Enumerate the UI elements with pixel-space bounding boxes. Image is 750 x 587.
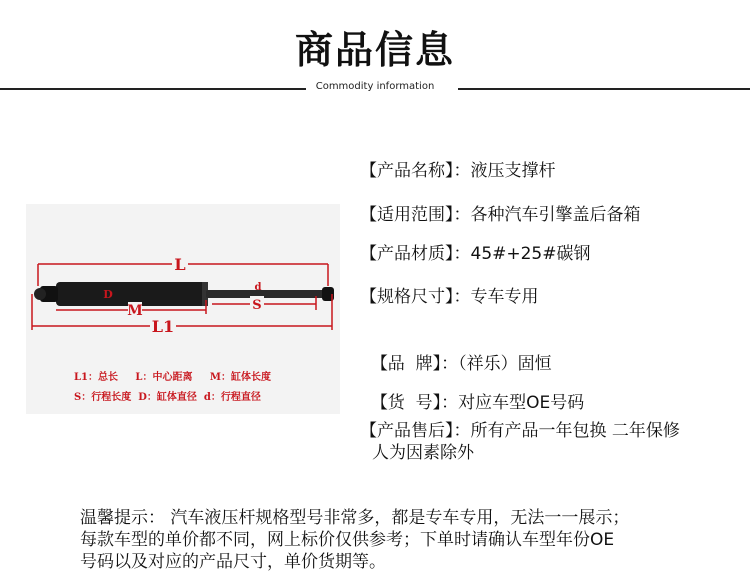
legend-row-2 — [74, 388, 261, 403]
dim-label-L1: L1 — [151, 317, 175, 336]
legend-item: L：中心距离 — [135, 372, 193, 383]
page-title: 商品信息 — [294, 28, 455, 72]
notice-line: 号码以及对应的产品尺寸，单价货期等。 — [80, 552, 386, 572]
spec-product-name — [360, 160, 556, 182]
spec-value: ：各种汽车引擎盖后备箱 — [453, 205, 641, 225]
spec-label: 【品 牌】 — [370, 354, 442, 374]
dim-label-D: D — [103, 288, 113, 301]
legend-item: D：缸体直径 — [138, 392, 197, 403]
page-subtitle: Commodity information — [315, 81, 435, 92]
strut-socket-left — [34, 288, 46, 300]
spec-label: 【产品名称】 — [360, 161, 454, 181]
spec-label: 【货 号】 — [370, 393, 442, 413]
spec-value: ：所有产品一年包换 二年保修 — [453, 421, 680, 441]
strut-rod — [206, 290, 324, 298]
spec-after-sales — [360, 420, 680, 464]
spec-value: ：对应车型OE号码 — [441, 393, 585, 413]
dim-label-S: S — [252, 298, 262, 313]
spec-label: 【产品材质】 — [360, 244, 454, 264]
spec-item-number — [360, 370, 584, 414]
legend-item: S：行程长度 — [74, 392, 132, 403]
notice-line: 温馨提示： 汽车液压杆规格型号非常多，都是专车专用，无法一一展示； — [80, 508, 630, 528]
product-diagram — [26, 204, 340, 414]
spec-size — [360, 286, 539, 308]
spec-value: ：专车专用 — [453, 287, 539, 307]
spec-value-continued: 人为因素除外 — [372, 443, 474, 463]
notice-line: 每款车型的单价都不同，网上标价仅供参考；下单时请确认车型年份OE — [80, 530, 615, 550]
spec-value: ：液压支撑杆 — [453, 161, 556, 181]
legend-row-1 — [74, 368, 271, 383]
spec-value: ：45#+25#碳钢 — [453, 244, 591, 264]
spec-label: 【产品售后】 — [360, 421, 454, 441]
divider-right — [458, 88, 750, 90]
dim-label-L: L — [174, 255, 186, 274]
legend-item: d：行程直径 — [203, 392, 261, 403]
spec-label: 【规格尺寸】 — [360, 287, 454, 307]
dim-label-M: M — [127, 303, 143, 319]
dim-label-d: d — [254, 282, 262, 293]
legend-item: L1：总长 — [74, 372, 118, 383]
spec-label: 【适用范围】 — [360, 205, 454, 225]
warm-reminder — [80, 507, 730, 573]
spec-brand — [360, 331, 552, 375]
spec-value: ：（祥乐）固恒 — [441, 354, 552, 374]
legend-item: M：缸体长度 — [209, 372, 271, 383]
spec-material — [360, 243, 591, 265]
spec-application — [360, 204, 641, 226]
